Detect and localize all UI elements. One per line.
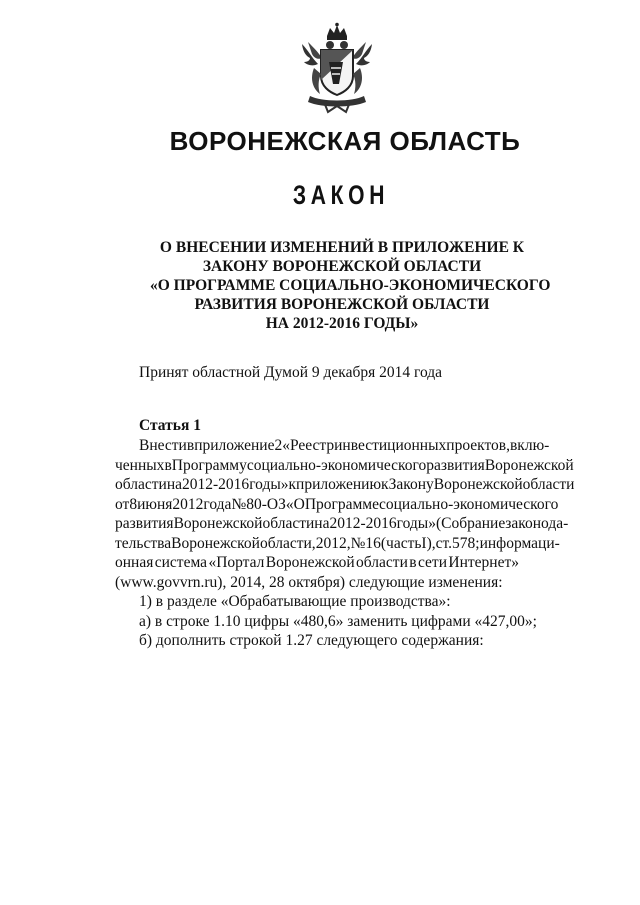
article-line: тельства Воронежской области, 2012, № 16 (часть I), ст. 578; информаци-	[115, 534, 560, 552]
article-line: Внести в приложение 2 «Реестр инвестиционных проектов, вклю-	[139, 437, 550, 454]
article-line: онная система «Портал Воронежской области в сети Интернет»	[115, 554, 519, 571]
article-line: от 8 июня 2012 года № 80-ОЗ «О Программе социально-экономического	[115, 495, 559, 513]
subject-line: ЗАКОНУ ВОРОНЕЖСКОЙ ОБЛАСТИ	[202, 258, 482, 275]
region-title: ВОРОНЕЖСКАЯ ОБЛАСТЬ	[169, 126, 521, 156]
law-subject-title	[150, 238, 551, 333]
changes-list	[139, 592, 537, 651]
subject-line: НА 2012-2016 ГОДЫ»	[265, 315, 419, 332]
subject-line: О ВНЕСЕНИИ ИЗМЕНЕНИЙ В ПРИЛОЖЕНИЕ К	[159, 239, 525, 256]
adoption-statement: Принят областной Думой 9 декабря 2014 года	[139, 364, 443, 381]
article-heading: Статья 1	[139, 417, 201, 434]
article-line: области на 2012-2016 годы» к приложению к Закону Воронежской области	[115, 476, 575, 493]
subject-line: РАЗВИТИЯ ВОРОНЕЖСКОЙ ОБЛАСТИ	[194, 296, 490, 313]
coat-of-arms-icon	[294, 22, 380, 114]
article-body	[115, 436, 575, 592]
article-line: ченных в Программу социально-экономического развития Воронежской	[115, 456, 574, 474]
article-line: развития Воронежской области на 2012-2016 годы» (Собрание законода-	[115, 515, 569, 532]
change-item: 1) в разделе «Обрабатывающие производства»:	[139, 593, 451, 610]
change-item: б) дополнить строкой 1.27 следующего содержания:	[139, 632, 484, 649]
subject-line: «О ПРОГРАММЕ СОЦИАЛЬНО-ЭКОНОМИЧЕСКОГО	[150, 277, 551, 294]
article-line: (www.govvrn.ru), 2014, 28 октября) следующие изменения:	[115, 573, 503, 591]
change-item: а) в строке 1.10 цифры «480,6» заменить цифрами «427,00»;	[139, 612, 537, 630]
document-type-heading: ЗАКОН	[292, 180, 390, 210]
